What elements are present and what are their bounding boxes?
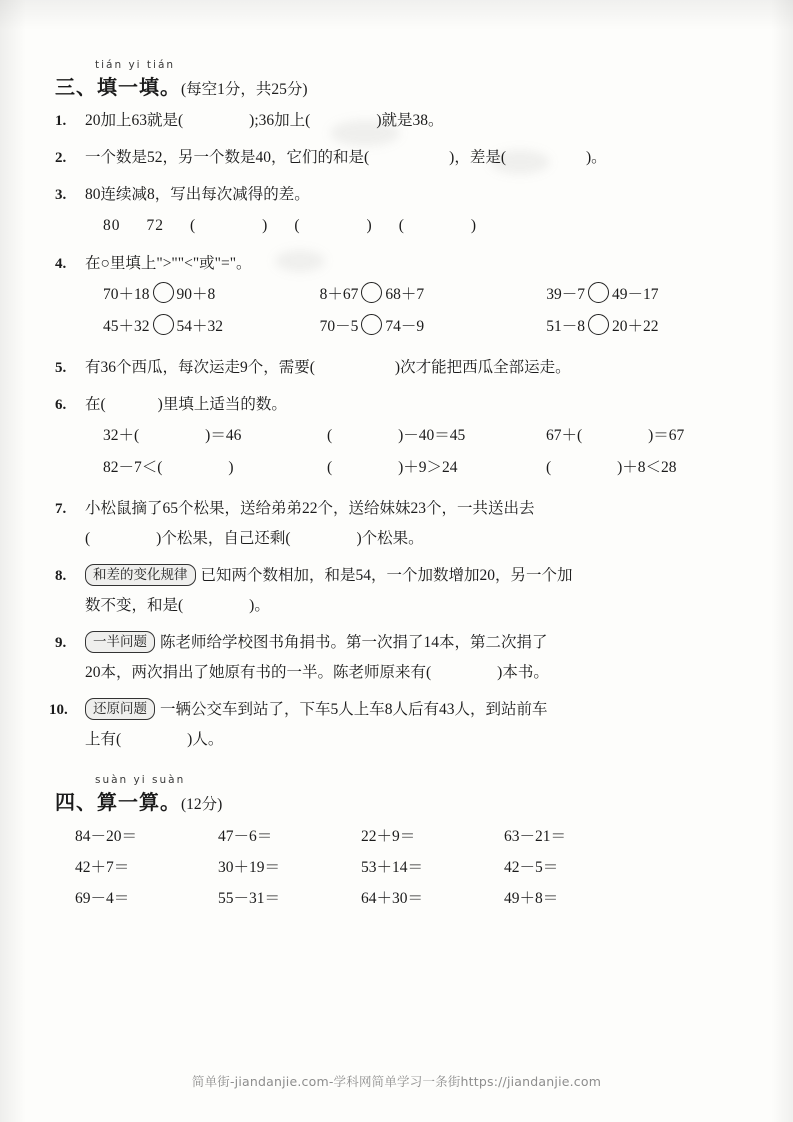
calculation-problem[interactable]: 49＋8＝: [504, 890, 559, 907]
question-text-part: )个松果。: [356, 530, 424, 547]
operator-circle[interactable]: [153, 282, 174, 303]
section-score-note: (每空1分，共25分): [181, 81, 308, 98]
question-text-continued: [85, 591, 745, 621]
expression-left: (: [326, 427, 333, 444]
question-number: 4.: [55, 256, 67, 272]
calculation-problem[interactable]: 64＋30＝: [361, 890, 424, 907]
calculation-problem[interactable]: 30＋19＝: [218, 859, 281, 876]
calculation-grid: [55, 821, 745, 914]
question-text-continued: [85, 524, 745, 554]
question-number: 9.: [55, 635, 67, 651]
expression-left: 70＋18: [103, 286, 150, 303]
calculation-problem[interactable]: 69－4＝: [75, 890, 130, 907]
fill-item: [546, 420, 745, 452]
comparison-row: [85, 279, 745, 311]
question-text: 已知两个数相加，和是54，一个加数增加20，另一个加: [200, 567, 573, 584]
question-item: [55, 353, 745, 383]
section-heading-calculate: [55, 774, 745, 814]
question-item: [55, 494, 745, 554]
comparison-item: [546, 311, 745, 343]
question-text-part: )。: [249, 597, 270, 614]
expression-right: )＝46: [205, 427, 242, 444]
question-text-part: )。: [586, 149, 607, 166]
question-text-part: )，差是(: [449, 149, 506, 166]
calculation-problem[interactable]: 22＋9＝: [361, 828, 416, 845]
expression-right: 74－9: [385, 318, 425, 335]
question-number: 6.: [55, 397, 67, 413]
expression-left: 51－8: [546, 318, 586, 335]
question-number: 2.: [55, 150, 67, 166]
question-text-part: (: [85, 530, 91, 547]
expression-right: ): [228, 459, 234, 476]
page-edge-shadow-left: [0, 0, 26, 1122]
watermark-footer: 简单街-jiandanjie.com-学科网简单学习一条街https://jiandanjie.com: [191, 1074, 602, 1089]
section-title-text: 四、算一算。: [55, 792, 181, 814]
question-text: [85, 149, 607, 166]
expression-right: )－40＝45: [398, 427, 466, 444]
calculation-problem[interactable]: 42－5＝: [504, 859, 559, 876]
pinyin-annotation: suàn yi suàn: [95, 774, 186, 786]
sequence-paren: ): [470, 217, 478, 234]
expression-right: 49－17: [612, 286, 659, 303]
expression-right: )＋9＞24: [398, 459, 458, 476]
calculation-problem[interactable]: 47－6＝: [218, 828, 273, 845]
fill-item: [103, 420, 327, 452]
question-item: [55, 390, 745, 484]
section-score-note: (12分): [181, 796, 223, 813]
expression-left: 8＋67: [319, 286, 359, 303]
calculation-problem[interactable]: 55－31＝: [218, 890, 281, 907]
comparison-item: [103, 279, 320, 311]
question-text-continued: [85, 725, 745, 755]
expression-left: 70－5: [319, 318, 359, 335]
fill-item: [546, 452, 745, 484]
question-number: 7.: [55, 501, 67, 517]
operator-circle[interactable]: [588, 314, 609, 335]
question-text-part: )里填上适当的数。: [157, 396, 287, 413]
fill-row: [85, 420, 745, 452]
section-title-text: 三、填一填。: [55, 77, 181, 99]
question-item: [55, 180, 745, 242]
operator-circle[interactable]: [361, 282, 382, 303]
operator-circle[interactable]: [588, 282, 609, 303]
section-title: [55, 71, 308, 100]
sequence-paren: ): [366, 217, 373, 234]
question-item: [49, 695, 745, 755]
expression-left: 45＋32: [103, 318, 150, 335]
question-text-continued: [85, 658, 745, 688]
sequence-value: 80: [103, 217, 121, 234]
sequence-row: [85, 210, 745, 242]
question-text-part: 数不变，和是(: [85, 597, 184, 614]
expression-left: (: [545, 459, 552, 476]
question-number: 8.: [55, 568, 67, 584]
concept-tag: 还原问题: [85, 698, 155, 720]
expression-right: 54＋32: [176, 318, 224, 335]
question-text: 在○里填上">""<"或"="。: [85, 255, 252, 272]
expression-left: (: [326, 459, 333, 476]
expression-right: 68＋7: [385, 286, 425, 303]
comparison-row: [85, 311, 745, 343]
question-text-part: 20本，两次捐出了她原有书的一半。陈老师原来有(: [85, 664, 432, 681]
expression-right: 20＋22: [612, 318, 659, 335]
calculation-problem[interactable]: 53＋14＝: [361, 859, 424, 876]
page-edge-shadow-right: [771, 0, 793, 1122]
question-item: [55, 249, 745, 343]
section-heading-fill-in: [55, 59, 745, 99]
question-number: 10.: [49, 702, 68, 718]
expression-right: )＋8＜28: [617, 459, 677, 476]
question-item: [55, 106, 745, 136]
sequence-paren: ): [262, 217, 269, 234]
sequence-paren: (: [398, 217, 405, 234]
calculation-problem[interactable]: 84－20＝: [75, 828, 138, 845]
question-item: [55, 561, 745, 621]
question-text: [85, 396, 287, 413]
question-item: [55, 143, 745, 173]
question-text-part: );36加上(: [249, 112, 311, 129]
question-text-part: )就是38。: [376, 112, 444, 129]
question-number: 3.: [55, 187, 67, 203]
page-edge-shadow-top: [0, 0, 793, 30]
comparison-item: [320, 279, 547, 311]
expression-left: 39－7: [546, 286, 586, 303]
expression-left: 67＋(: [545, 427, 583, 444]
question-text-part: 一个数是52，另一个数是40，它们的和是(: [85, 149, 370, 166]
operator-circle[interactable]: [153, 314, 174, 335]
comparison-item: [103, 311, 320, 343]
concept-tag: 一半问题: [85, 631, 155, 653]
worksheet-content: [49, 59, 745, 914]
sequence-paren: (: [294, 217, 301, 234]
question-text: 80连续减8，写出每次减得的差。: [85, 186, 310, 203]
calculation-problem[interactable]: 42＋7＝: [75, 859, 130, 876]
sequence-value: 72: [146, 217, 164, 234]
question-text-part: 20加上63就是(: [85, 112, 184, 129]
question-text-part: 上有(: [85, 731, 122, 748]
question-text-part: 在(: [85, 396, 106, 413]
calculation-row: [75, 821, 745, 852]
expression-left: 82－7＜(: [103, 459, 163, 476]
comparison-item: [320, 311, 547, 343]
question-item: [55, 628, 745, 688]
question-text-part: )个松果，自己还剩(: [156, 530, 291, 547]
pinyin-annotation: tián yi tián: [95, 59, 176, 71]
expression-right: )＝67: [648, 427, 685, 444]
calculation-problem[interactable]: 63－21＝: [504, 828, 567, 845]
fill-item: [327, 420, 546, 452]
calculation-row: [75, 852, 745, 883]
question-number: 1.: [55, 113, 67, 129]
fill-item: [327, 452, 546, 484]
expression-right: 90＋8: [176, 286, 216, 303]
comparison-item: [546, 279, 745, 311]
question-text: 陈老师给学校图书角捐书。第一次捐了14本，第二次捐了: [160, 634, 548, 651]
fill-row: [85, 452, 745, 484]
concept-tag: 和差的变化规律: [85, 564, 196, 586]
expression-left: 32＋(: [103, 427, 140, 444]
sequence-paren: (: [190, 217, 197, 234]
question-text-part: )次才能把西瓜全部运走。: [394, 359, 571, 376]
question-text-part: 有36个西瓜，每次运走9个，需要(: [85, 359, 315, 376]
section-title: [55, 786, 222, 815]
question-text-part: )本书。: [497, 664, 549, 681]
question-text: 一辆公交车到站了，下车5人上车8人后有43人，到站前车: [160, 701, 548, 718]
operator-circle[interactable]: [361, 314, 382, 335]
calculation-row: [75, 883, 745, 914]
fill-item: [103, 452, 327, 484]
question-text: [85, 112, 443, 129]
question-text: 小松鼠摘了65个松果，送给弟弟22个，送给妹妹23个，一共送出去: [85, 500, 535, 517]
question-text-part: )人。: [187, 731, 224, 748]
question-text: [85, 359, 571, 376]
question-number: 5.: [55, 360, 67, 376]
